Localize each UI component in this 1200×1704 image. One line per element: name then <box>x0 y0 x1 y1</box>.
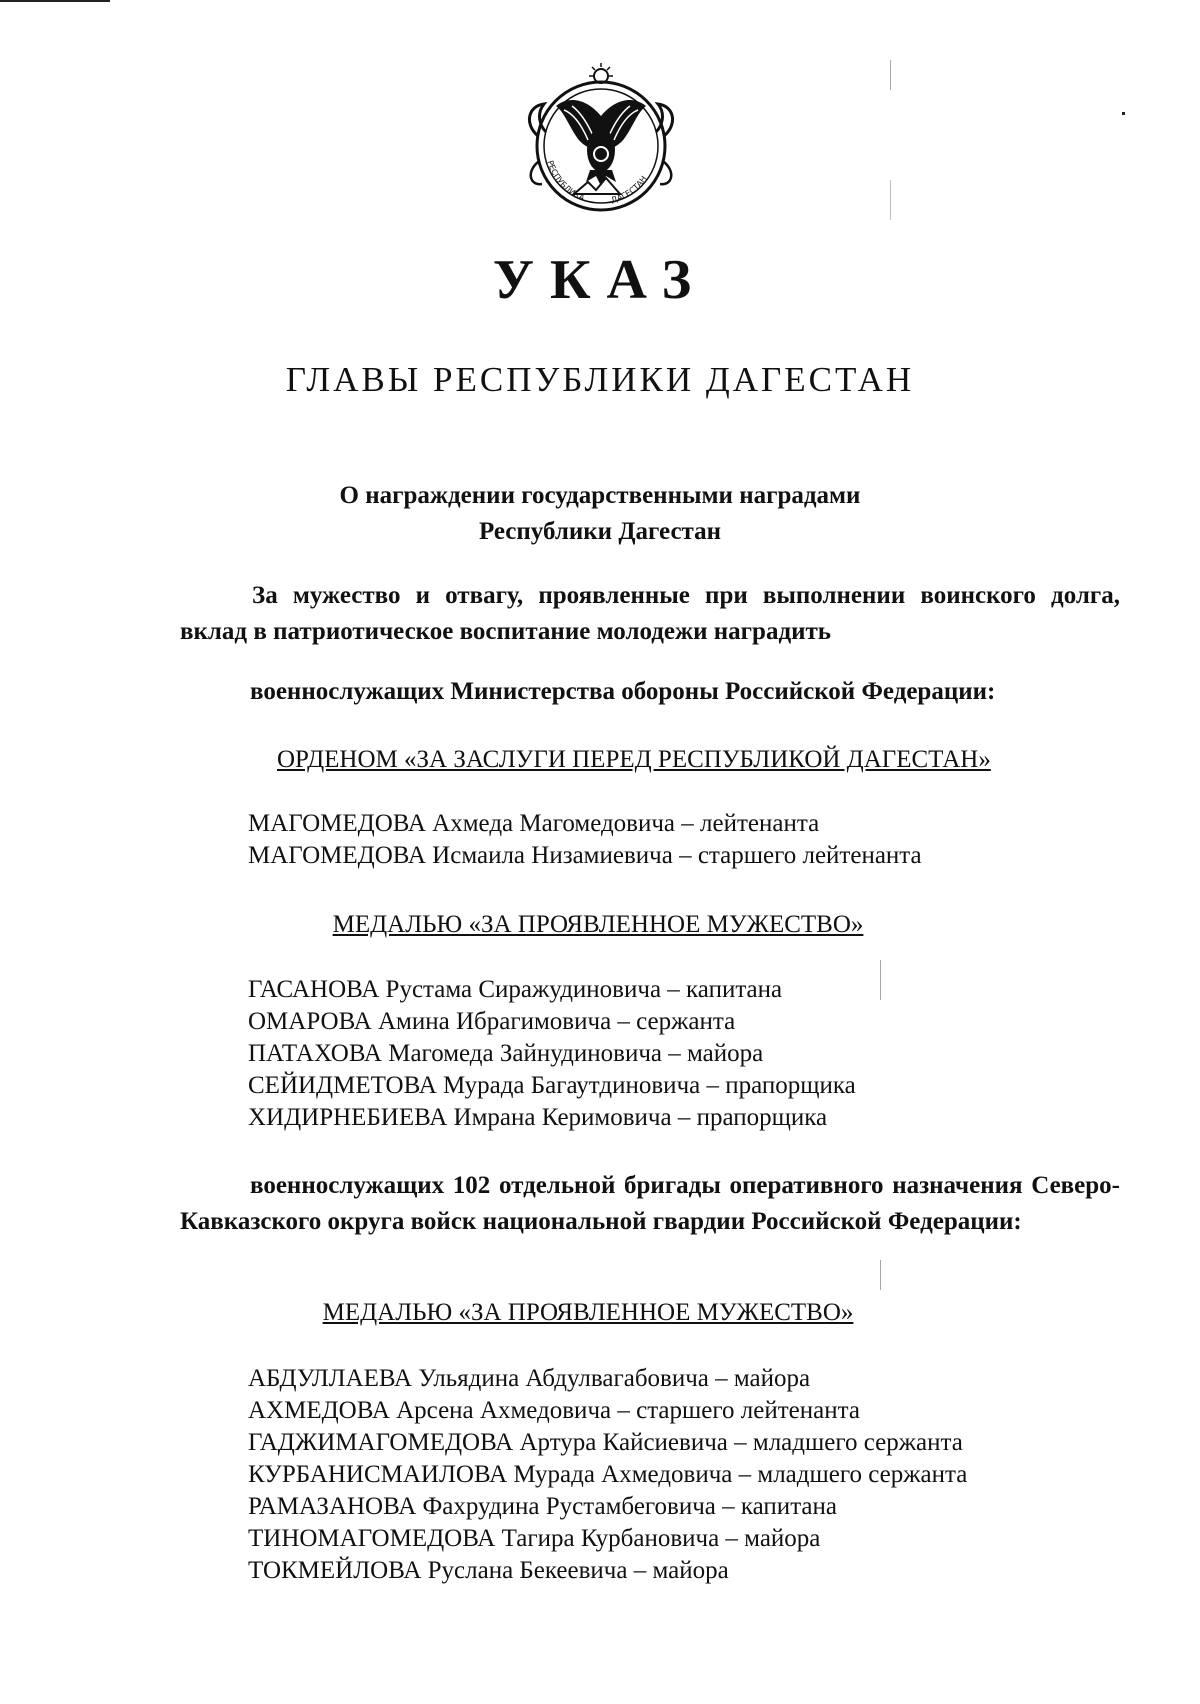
scan-artifact <box>880 1260 881 1290</box>
svg-text:РЕСПУБЛИКА <box>546 159 587 203</box>
scan-artifact <box>0 0 110 2</box>
scan-artifact <box>1122 112 1125 115</box>
emblem-text-right: ДАГЕСТАН <box>610 174 649 205</box>
recipient-list-medal-1 <box>248 974 856 1134</box>
subject-line-2: Республики Дагестан <box>478 518 722 545</box>
list-item: СЕЙИДМЕТОВА Мурада Багаутдиновича – прапорщика <box>248 1072 856 1099</box>
list-item: ГАСАНОВА Рустама Сиражудиновича – капитана <box>248 976 783 1003</box>
list-item: КУРБАНИСМАИЛОВА Мурада Ахмедовича – младшего сержанта <box>248 1461 968 1488</box>
group-header-rosgvardia: военнослужащих 102 отдельной бригады оперативного назначения Северо-Кавказского округа войск национальной гвардии Российской Федерации: <box>180 1172 1120 1235</box>
scan-artifact <box>890 180 891 220</box>
document-issuer: ГЛАВЫ РЕСПУБЛИКИ ДАГЕСТАН <box>285 360 915 399</box>
recipient-list-medal-2 <box>248 1363 967 1587</box>
preamble: За мужество и отвагу, проявленные при выполнении воинского долга, вклад в патриотическое воспитание молодежи наградить <box>180 582 1120 645</box>
emblem-text-left: РЕСПУБЛИКА <box>545 159 586 203</box>
group-header-mod: военнослужащих Министерства обороны Российской Федерации: <box>250 678 996 705</box>
list-item: ТОКМЕЙЛОВА Руслана Бекеевича – майора <box>248 1557 729 1584</box>
document-subject <box>0 478 1200 550</box>
list-item: РАМАЗАНОВА Фахрудина Рустамбеговича – капитана <box>248 1493 837 1520</box>
list-item: МАГОМЕДОВА Исмаила Низамиевича – старшего лейтенанта <box>248 842 922 869</box>
award-title-order: ОРДЕНОМ «ЗА ЗАСЛУГИ ПЕРЕД РЕСПУБЛИКОЙ ДАГЕСТАН» <box>277 746 991 773</box>
list-item: ХИДИРНЕБИЕВА Имрана Керимовича – прапорщика <box>248 1104 828 1131</box>
award-title-medal-2: МЕДАЛЬЮ «ЗА ПРОЯВЛЕННОЕ МУЖЕСТВО» <box>322 1299 854 1326</box>
list-item: АБДУЛЛАЕВА Ульядина Абдулвагабовича – майора <box>248 1365 811 1392</box>
award-title-medal-1: МЕДАЛЬЮ «ЗА ПРОЯВЛЕННОЕ МУЖЕСТВО» <box>332 911 864 938</box>
list-item: МАГОМЕДОВА Ахмеда Магомедовича – лейтенанта <box>248 810 820 837</box>
scan-artifact <box>890 60 891 90</box>
list-item: АХМЕДОВА Арсена Ахмедовича – старшего лейтенанта <box>248 1397 860 1424</box>
list-item: ГАДЖИМАГОМЕДОВА Артура Кайсиевича – младшего сержанта <box>248 1429 963 1456</box>
scan-artifact <box>880 960 881 1000</box>
subject-line-1: О награждении государственными наградами <box>339 482 861 509</box>
coat-of-arms-icon <box>516 54 686 224</box>
list-item: ОМАРОВА Амина Ибрагимовича – сержанта <box>248 1008 736 1035</box>
list-item: ТИНОМАГОМЕДОВА Тагира Курбановича – майора <box>248 1525 821 1552</box>
document-title: УКАЗ <box>492 249 708 311</box>
recipient-list-order <box>248 808 922 872</box>
list-item: ПАТАХОВА Магомеда Зайнудиновича – майора <box>248 1040 764 1067</box>
